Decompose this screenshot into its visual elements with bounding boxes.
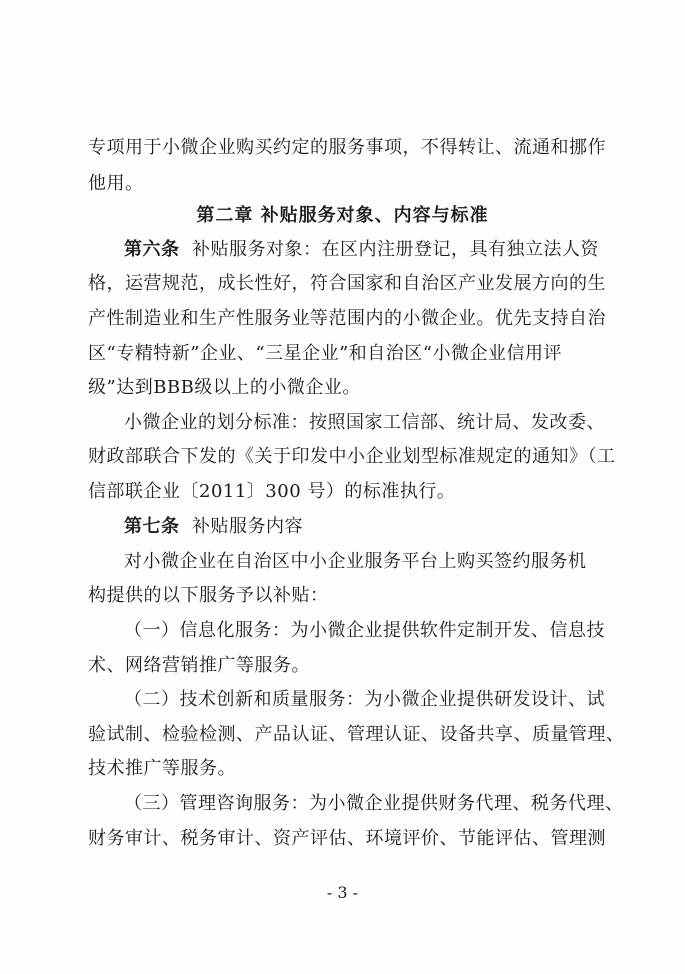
text-line: 专项用于小微企业购买约定的服务事项，不得转让、流通和挪作	[88, 137, 606, 158]
text-line: 构提供的以下服务予以补贴：	[88, 585, 329, 606]
text-line: 他用。	[88, 173, 144, 194]
article-7-text: 补贴服务内容	[191, 516, 303, 537]
text-line: 技术推广等服务。	[88, 758, 236, 779]
text-line: 级”达到BBB级以上的小微企业。	[88, 377, 361, 398]
article-6-text: 补贴服务对象：在区内注册登记，具有独立法人资	[191, 239, 599, 260]
text-line: 验试制、检验检测、产品认证、管理认证、设备共享、质量管理、	[88, 724, 625, 745]
article-6-label: 第六条	[124, 239, 180, 260]
text-line: 产性制造业和生产性服务业等范围内的小微企业。优先支持自治	[88, 308, 606, 329]
chapter-title: 第二章 补贴服务对象、内容与标准	[196, 205, 489, 226]
text-line: 小微企业的划分标准：按照国家工信部、统计局、发改委、	[124, 412, 605, 433]
page-number: - 3 -	[326, 883, 359, 902]
text-line: 财政部联合下发的《关于印发中小企业划型标准规定的通知》（工	[88, 446, 616, 467]
text-line: （三）管理咨询服务：为小微企业提供财务代理、税务代理、	[124, 793, 624, 814]
text-line: 对小微企业在自治区中小企业服务平台上购买签约服务机	[124, 551, 587, 572]
text-line: 术、网络营销推广等服务。	[88, 655, 310, 676]
text-line: （一）信息化服务：为小微企业提供软件定制开发、信息技	[124, 620, 605, 641]
article-7-line	[124, 515, 608, 539]
article-7-label: 第七条	[124, 516, 180, 537]
text-line: （二）技术创新和质量服务：为小微企业提供研发设计、试	[124, 689, 605, 710]
article-6-first-line	[124, 238, 608, 262]
text-line: 区“专精特新”企业、“三星企业”和自治区“小微企业信用评	[88, 343, 563, 364]
text-line: 财务审计、税务审计、资产评估、环境评价、节能评估、管理测	[88, 828, 606, 849]
text-line: 信部联企业〔2011〕300 号）的标准执行。	[88, 481, 456, 502]
text-line: 格，运营规范，成长性好，符合国家和自治区产业发展方向的生	[88, 273, 606, 294]
